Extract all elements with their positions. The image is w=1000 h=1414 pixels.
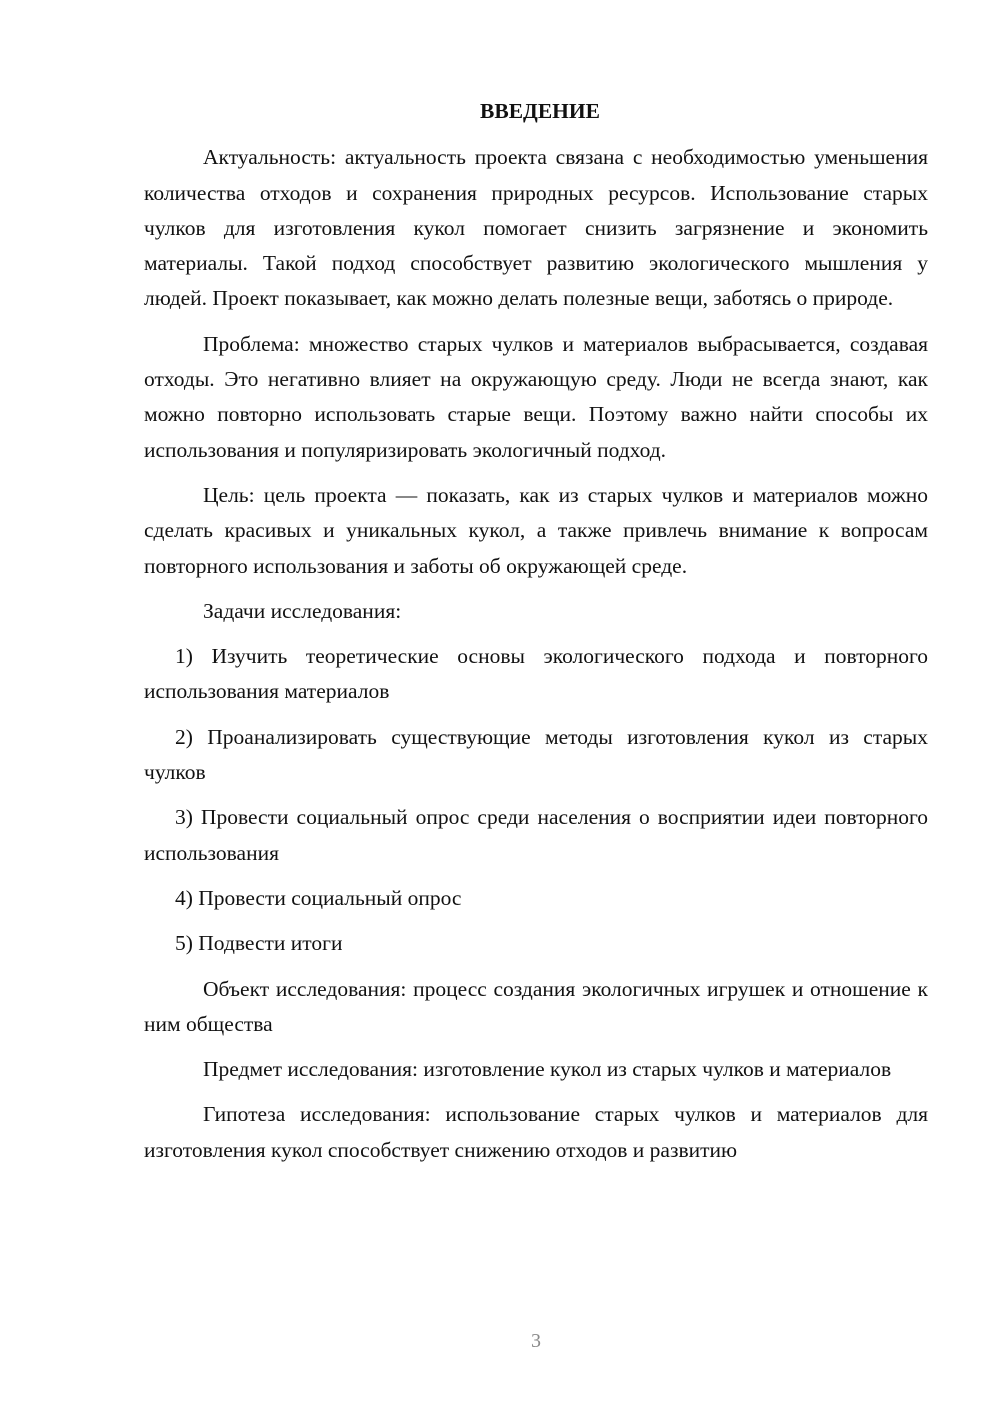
object-paragraph: Объект исследования: процесс создания экологичных игрушек и отношение к ним общества — [144, 976, 928, 1036]
page-content — [144, 94, 928, 1178]
problem-paragraph: Проблема: множество старых чулков и материалов выбрасывается, создавая отходы. Это негативно влияет на окружающую среду. Люди не всегда знают, как можно повторно использовать старые вещи. Поэтому важно найти способы их использования и популяризировать экологичный подход. — [144, 331, 928, 462]
tasks-heading: Задачи исследования: — [203, 598, 402, 623]
task-item-2: 2) Проанализировать существующие методы изготовления кукол из старых чулков — [144, 724, 928, 785]
page-number: 3 — [531, 1330, 541, 1352]
hypothesis-paragraph: Гипотеза исследования: использование старых чулков и материалов для изготовления кукол способствует снижению отходов и развитию — [144, 1102, 928, 1162]
subject-paragraph: Предмет исследования: изготовление кукол из старых чулков и материалов — [203, 1057, 892, 1082]
task-item-1: 1) Изучить теоретические основы экологического подхода и повторного использования материалов — [144, 644, 928, 704]
task-item-3: 3) Провести социальный опрос среди населения о восприятии идеи повторного использования — [144, 805, 928, 865]
goal-paragraph: Цель: цель проекта — показать, как из старых чулков и материалов можно сделать красивых и уникальных кукол, а также привлечь внимание к вопросам повторного использования и заботы об окружающей среде. — [144, 482, 928, 578]
task-item-4: 4) Провести социальный опрос — [175, 885, 462, 910]
relevance-paragraph: Актуальность: актуальность проекта связана с необходимостью уменьшения количества отходов и сохранения природных ресурсов. Использование старых чулков для изготовления кукол помогает снизить загрязнение и экономить материалы. Такой подход способствует развитию экологического мышления у людей. Проект показывает, как можно делать полезные вещи, заботясь о природе. — [144, 145, 928, 311]
task-item-5: 5) Подвести итоги — [175, 931, 343, 956]
page-title: ВВЕДЕНИЕ — [480, 99, 600, 123]
